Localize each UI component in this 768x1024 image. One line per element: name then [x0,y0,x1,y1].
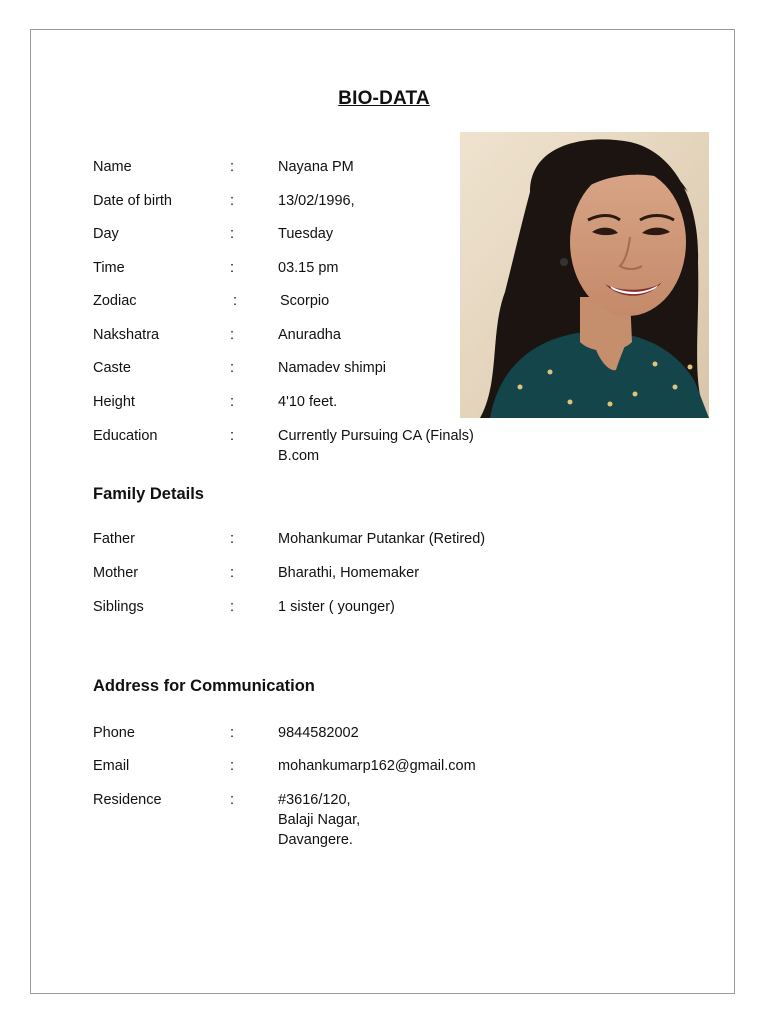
field-label: Time [93,260,125,276]
field-label: Email [93,758,130,774]
field-label: Mother [93,565,139,581]
field-value: 9844582002 [278,725,359,741]
field-label: Zodiac [93,293,137,309]
field-value: Bharathi, Homemaker [278,565,420,581]
field-value: Namadev shimpi [278,360,386,376]
field-value: 13/02/1996, [278,193,355,209]
document-title: BIO-DATA [338,88,430,109]
separator: : [230,531,235,547]
separator: : [230,193,235,209]
field-value: Tuesday [278,226,334,242]
field-label: Residence [93,792,162,808]
field-value: Mohankumar Putankar (Retired) [278,531,486,547]
field-value: Nayana PM [278,159,354,175]
separator: : [230,226,235,242]
separator: : [230,394,235,410]
separator: : [230,599,235,615]
separator: : [230,565,235,581]
field-label: Father [93,531,135,547]
field-value: Currently Pursuing CA (Finals) B.com [278,428,474,464]
field-value: mohankumarp162@gmail.com [278,758,476,774]
field-value: Anuradha [278,327,341,343]
field-label: Nakshatra [93,327,160,343]
field-value: 03.15 pm [278,260,339,276]
separator: : [230,159,235,175]
family-details-heading: Family Details [93,485,204,503]
separator: : [233,293,238,309]
separator: : [230,260,235,276]
field-value: Scorpio [280,293,330,309]
separator: : [230,725,235,741]
address-heading: Address for Communication [93,677,315,695]
field-label: Date of birth [93,193,172,209]
field-value: 1 sister ( younger) [278,599,395,615]
separator: : [230,360,235,376]
separator: : [230,792,235,808]
field-label: Height [93,394,135,410]
field-label: Caste [93,360,131,376]
field-label: Name [93,159,132,175]
separator: : [230,428,235,444]
field-value: #3616/120, Balaji Nagar, Davangere. [278,792,361,848]
separator: : [230,327,235,343]
field-label: Phone [93,725,135,741]
field-label: Day [93,226,119,242]
separator: : [230,758,235,774]
field-value: 4'10 feet. [278,394,338,410]
field-label: Education [93,428,158,444]
profile-photo [460,132,709,418]
field-label: Siblings [93,599,144,615]
